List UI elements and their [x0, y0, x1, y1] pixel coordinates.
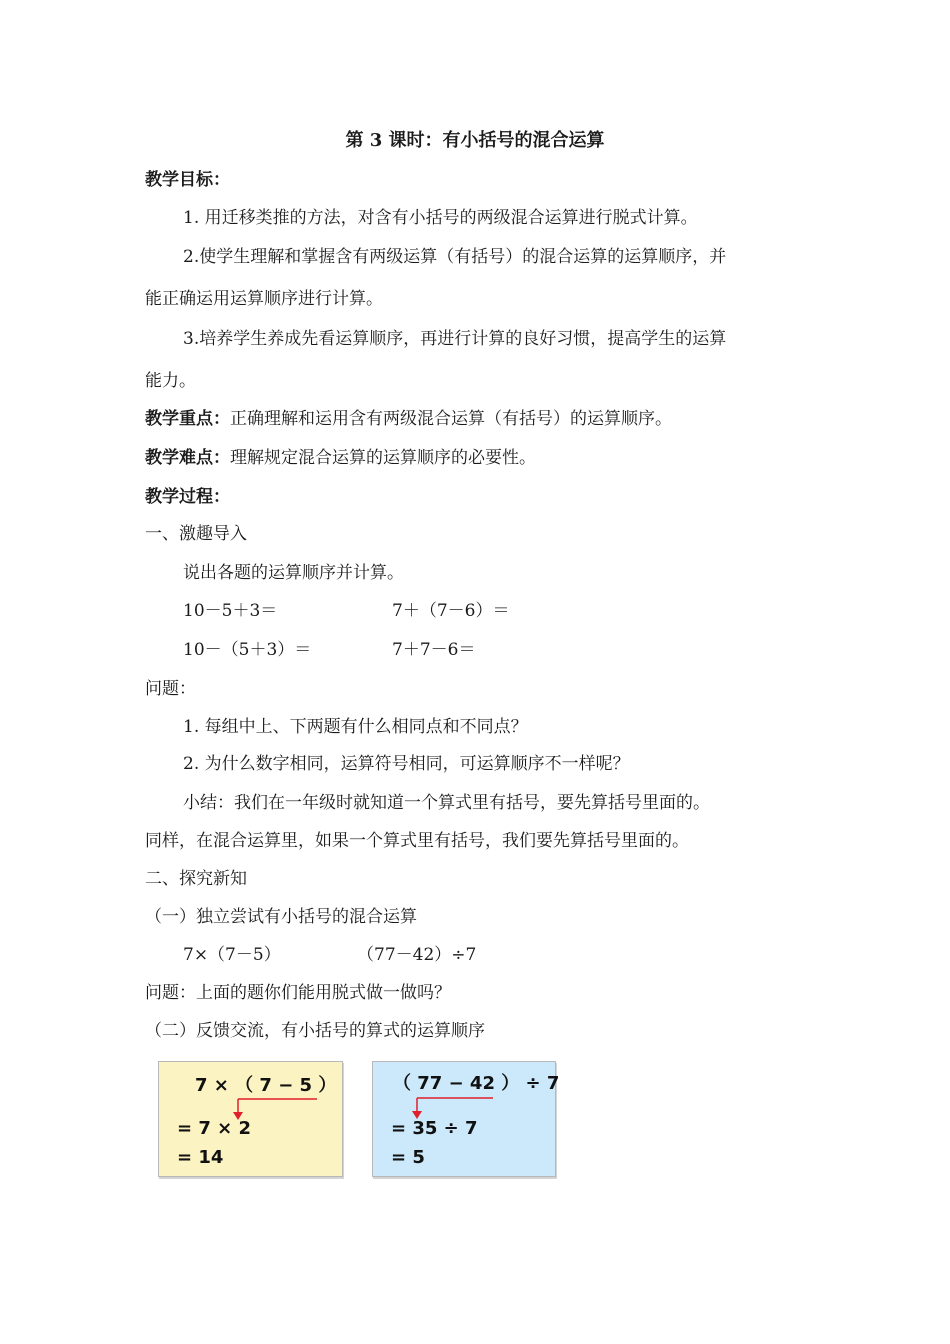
objective-1: 1. 用迁移类推的方法，对含有小括号的两级混合运算进行脱式计算。 — [183, 208, 698, 228]
exercise-2: 7＋（7－6）＝ — [392, 601, 510, 621]
difficulty-label: 教学难点： — [145, 448, 230, 468]
question-label: 问题： — [145, 679, 196, 699]
section2-question: 问题：上面的题你们能用脱式做一做吗？ — [145, 983, 451, 1003]
section2-exercise-2: （77－42）÷7 — [357, 945, 477, 965]
section2-heading: 二、探究新知 — [145, 869, 247, 889]
section2-part1: （一）独立尝试有小括号的混合运算 — [145, 907, 417, 927]
section1-instruction: 说出各题的运算顺序并计算。 — [183, 563, 404, 583]
figure-left-step1: = 7 × 2 — [177, 1118, 252, 1139]
objective-2-line2: 能正确运用运算顺序进行计算。 — [145, 289, 383, 309]
key-point — [145, 408, 672, 430]
objectives-heading: 教学目标： — [145, 170, 230, 190]
question-2: 2. 为什么数字相同，运算符号相同，可运算顺序不一样呢？ — [183, 754, 630, 774]
figure-right-step2: = 5 — [391, 1147, 425, 1168]
question-1: 1. 每组中上、下两题有什么相同点和不同点？ — [183, 717, 528, 737]
objective-2-line1: 2.使学生理解和掌握含有两级运算（有括号）的混合运算的运算顺序，并 — [183, 247, 727, 267]
section2-part2: （二）反馈交流，有小括号的算式的运算顺序 — [145, 1021, 485, 1041]
section1-heading: 一、激趣导入 — [145, 524, 247, 544]
exercise-3: 10－（5＋3）＝ — [183, 640, 312, 660]
figure-left-box — [158, 1061, 343, 1177]
objective-3-line1: 3.培养学生养成先看运算顺序，再进行计算的良好习惯，提高学生的运算 — [183, 329, 727, 349]
exercise-4: 7＋7－6＝ — [392, 640, 476, 660]
figure-right-box — [372, 1061, 560, 1177]
exercise-1: 10－5＋3＝ — [183, 601, 278, 621]
figure-left-step2: = 14 — [177, 1147, 224, 1168]
page-title: 第 3 课时：有小括号的混合运算 — [345, 130, 605, 151]
key-point-text: 正确理解和运用含有两级混合运算（有括号）的运算顺序。 — [230, 409, 672, 429]
difficulty — [145, 447, 536, 469]
process-heading: 教学过程： — [145, 487, 230, 507]
figure-left-expression: 7 × （ 7 − 5 ） — [195, 1075, 337, 1096]
figure-right-step1: = 35 ÷ 7 — [391, 1118, 478, 1139]
summary-line1: 小结：我们在一年级时就知道一个算式里有括号，要先算括号里面的。 — [183, 793, 710, 813]
difficulty-text: 理解规定混合运算的运算顺序的必要性。 — [230, 448, 536, 468]
figure-right-expression: （ 77 − 42 ） ÷ 7 — [393, 1073, 560, 1094]
objective-3-line2: 能力。 — [145, 371, 196, 391]
key-point-label: 教学重点： — [145, 409, 230, 429]
summary-line2: 同样，在混合运算里，如果一个算式里有括号，我们要先算括号里面的。 — [145, 831, 689, 851]
section2-exercise-1: 7×（7－5） — [183, 945, 281, 965]
